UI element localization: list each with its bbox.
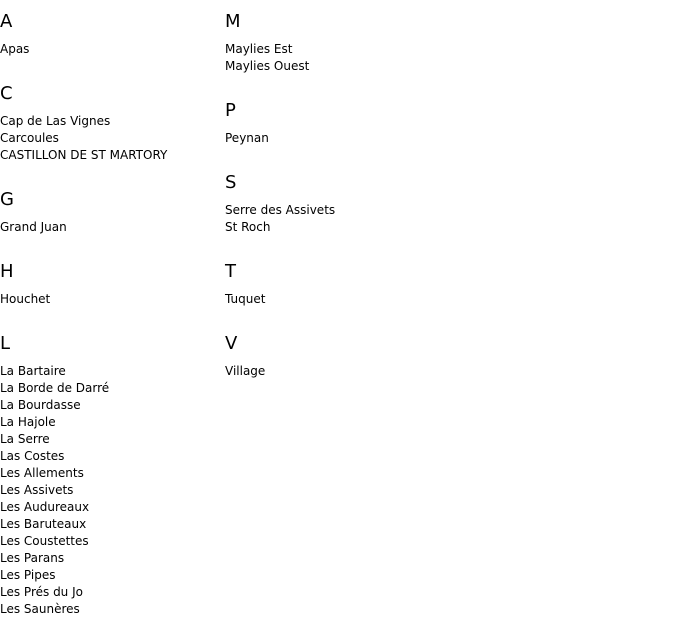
place-link[interactable]: Les Saunères [0, 602, 80, 616]
entry-list [225, 363, 445, 380]
letter-group-t [225, 250, 445, 308]
letter-group-v [225, 322, 445, 380]
letter-group-p [225, 89, 445, 147]
place-link[interactable]: Les Baruteaux [0, 517, 87, 531]
letter-heading: G [0, 189, 14, 210]
place-link[interactable]: Peynan [225, 131, 269, 145]
place-link[interactable]: Cap de Las Vignes [0, 114, 111, 128]
place-link[interactable]: La Bartaire [0, 364, 66, 378]
letter-group-c [0, 72, 220, 164]
entry-list [225, 202, 445, 236]
place-link[interactable]: Village [225, 364, 266, 378]
place-link[interactable]: Les Allements [0, 466, 84, 480]
letter-heading: P [225, 100, 236, 121]
place-link[interactable]: Les Coustettes [0, 534, 89, 548]
letter-heading: H [0, 261, 14, 282]
place-link[interactable]: St Roch [225, 220, 271, 234]
place-link[interactable]: Carcoules [0, 131, 59, 145]
entry-list [225, 291, 445, 308]
place-link[interactable]: Les Assivets [0, 483, 74, 497]
place-link[interactable]: Maylies Ouest [225, 59, 310, 73]
place-link[interactable]: La Serre [0, 432, 50, 446]
place-link[interactable]: Les Audureaux [0, 500, 90, 514]
letter-heading: L [0, 333, 11, 354]
entry-list [0, 113, 220, 164]
place-link[interactable]: Maylies Est [225, 42, 293, 56]
letter-group-m [225, 0, 445, 75]
entry-list [0, 363, 220, 618]
place-link[interactable]: Apas [0, 42, 30, 56]
entry-list [0, 41, 220, 58]
letter-group-h [0, 250, 220, 308]
place-link[interactable]: La Borde de Darré [0, 381, 110, 395]
place-link[interactable]: Les Pipes [0, 568, 56, 582]
letter-heading: S [225, 172, 237, 193]
letter-group-a [0, 0, 220, 58]
letter-heading: V [225, 333, 238, 354]
letter-group-l [0, 322, 220, 618]
letter-group-g [0, 178, 220, 236]
place-link[interactable]: Les Parans [0, 551, 65, 565]
letter-heading: C [0, 83, 13, 104]
letter-heading: T [225, 261, 236, 282]
place-link[interactable]: Les Prés du Jo [0, 585, 83, 599]
entry-list [0, 291, 220, 308]
letter-heading: M [225, 11, 241, 32]
entry-list [225, 130, 445, 147]
place-link[interactable]: Houchet [0, 292, 51, 306]
letter-group-s [225, 161, 445, 236]
place-link[interactable]: Grand Juan [0, 220, 67, 234]
place-link[interactable]: Tuquet [225, 292, 266, 306]
letter-heading: A [0, 11, 13, 32]
entry-list [0, 219, 220, 236]
place-link[interactable]: CASTILLON DE ST MARTORY [0, 148, 168, 162]
index-column-left [0, 0, 220, 632]
place-link[interactable]: Serre des Assivets [225, 203, 336, 217]
place-link[interactable]: La Hajole [0, 415, 56, 429]
index-column-right [225, 0, 445, 394]
place-link[interactable]: La Bourdasse [0, 398, 81, 412]
place-link[interactable]: Las Costes [0, 449, 65, 463]
entry-list [225, 41, 445, 75]
